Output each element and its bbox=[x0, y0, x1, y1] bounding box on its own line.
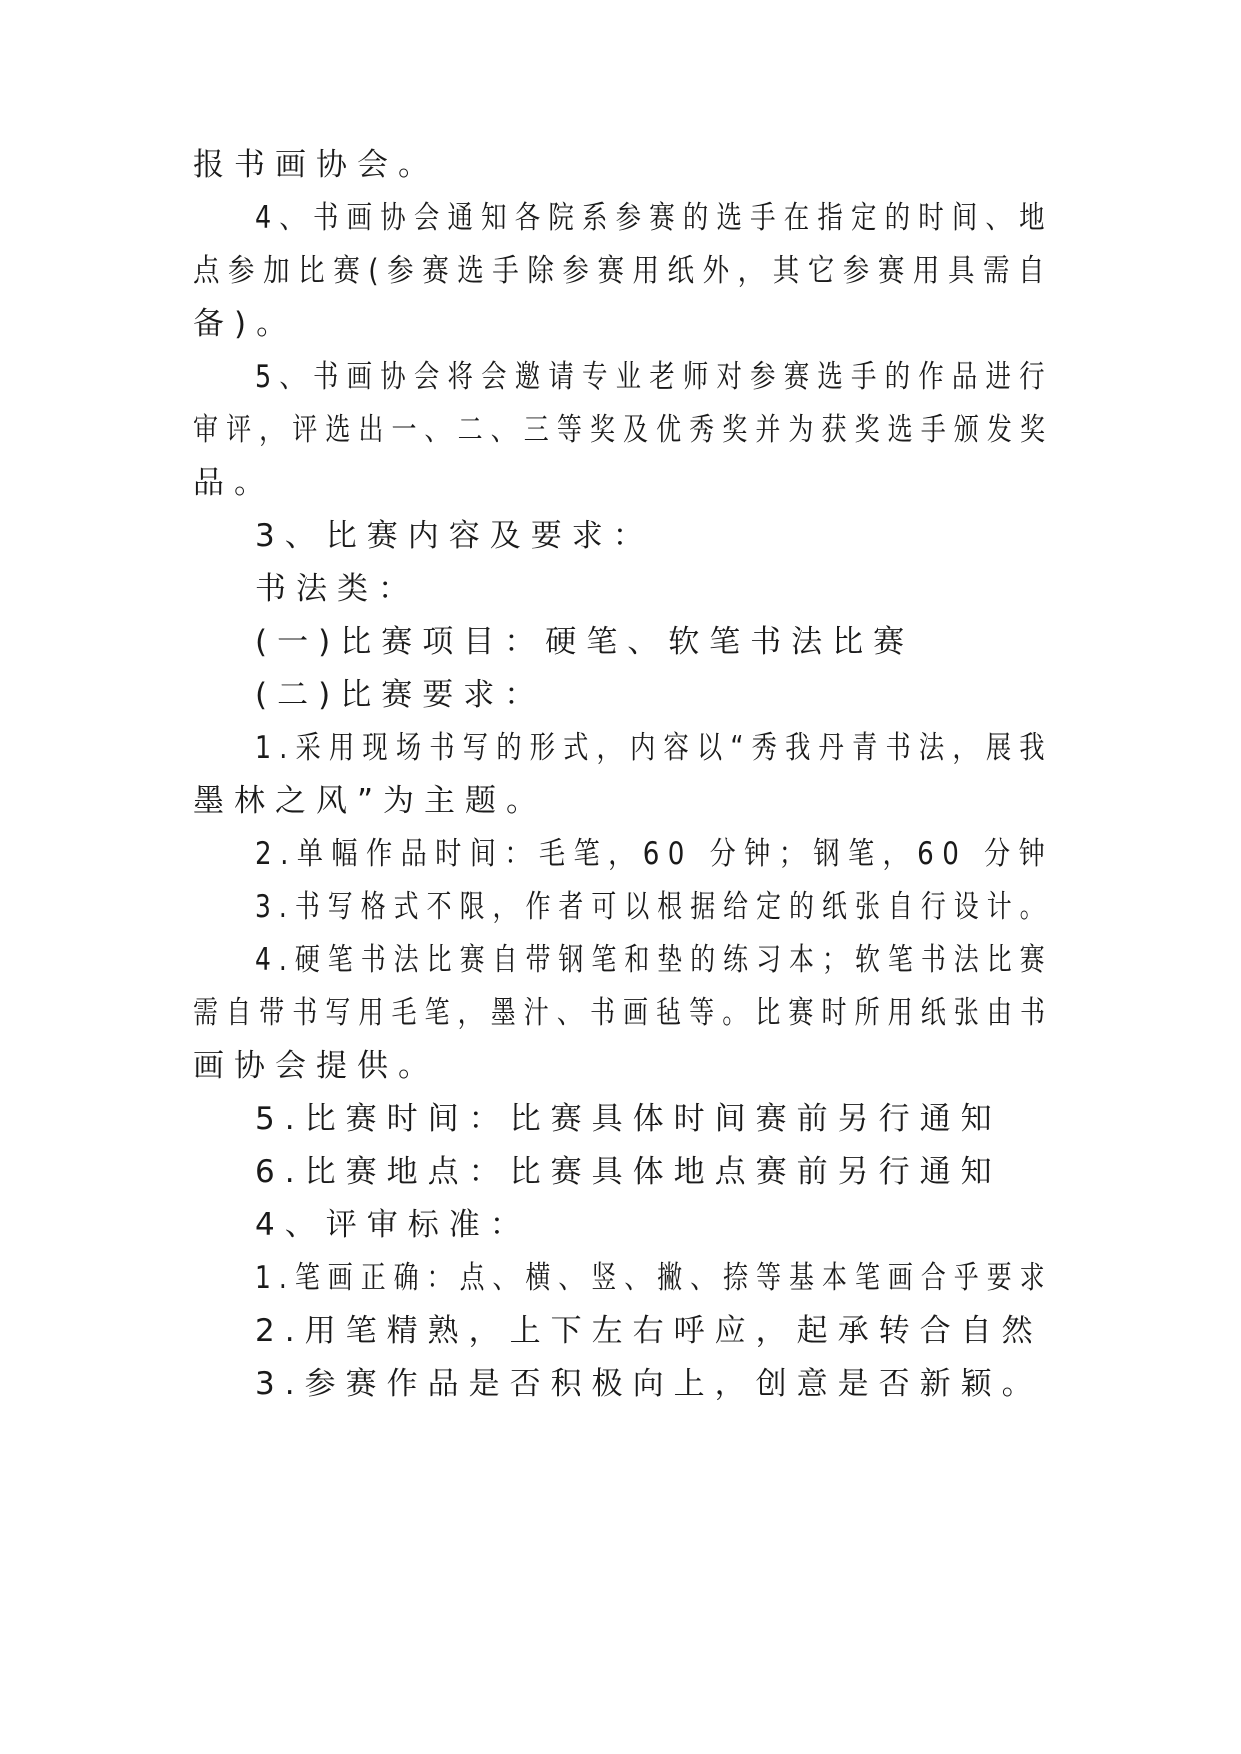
text-line-2: 4、书画协会通知各院系参赛的选手在指定的时间、地 bbox=[255, 200, 1053, 236]
text-line-10: (一)比赛项目：硬笔、软笔书法比赛 bbox=[255, 624, 915, 660]
text-line-1: 报书画协会。 bbox=[193, 147, 439, 183]
text-line-13: 墨林之风”为主题。 bbox=[193, 783, 548, 819]
text-line-9: 书法类： bbox=[255, 571, 419, 607]
text-line-17: 需自带书写用毛笔，墨汁、书画毡等。比赛时所用纸张由书 bbox=[193, 995, 1054, 1031]
text-line-22: 1.笔画正确：点、横、竖、撇、捺等基本笔画合乎要求 bbox=[255, 1260, 1053, 1296]
text-line-6: 审评，评选出一、二、三等奖及优秀奖并为获奖选手颁发奖 bbox=[193, 412, 1054, 448]
text-line-20: 6.比赛地点：比赛具体地点赛前另行通知 bbox=[255, 1154, 1002, 1190]
text-line-14: 2.单幅作品时间：毛笔，60 分钟；钢笔，60 分钟 bbox=[255, 836, 1054, 872]
text-line-16: 4.硬笔书法比赛自带钢笔和垫的练习本；软笔书法比赛 bbox=[255, 942, 1053, 978]
text-line-18: 画协会提供。 bbox=[193, 1048, 439, 1084]
text-line-23: 2.用笔精熟，上下左右呼应，起承转合自然 bbox=[255, 1313, 1043, 1349]
text-line-3: 点参加比赛(参赛选手除参赛用纸外，其它参赛用具需自 bbox=[193, 253, 1054, 289]
text-line-7: 品。 bbox=[193, 465, 275, 501]
text-line-8: 3、比赛内容及要求： bbox=[255, 518, 654, 554]
text-line-24: 3.参赛作品是否积极向上，创意是否新颖。 bbox=[255, 1366, 1043, 1402]
text-line-21: 4、评审标准： bbox=[255, 1207, 531, 1243]
text-line-4: 备)。 bbox=[193, 306, 298, 342]
text-line-11: (二)比赛要求： bbox=[255, 677, 546, 713]
text-line-12: 1.采用现场书写的形式，内容以“秀我丹青书法，展我 bbox=[255, 730, 1053, 766]
text-line-5: 5、书画协会将会邀请专业老师对参赛选手的作品进行 bbox=[255, 359, 1053, 395]
text-line-19: 5.比赛时间：比赛具体时间赛前另行通知 bbox=[255, 1101, 1002, 1137]
text-line-15: 3.书写格式不限，作者可以根据给定的纸张自行设计。 bbox=[255, 889, 1053, 925]
